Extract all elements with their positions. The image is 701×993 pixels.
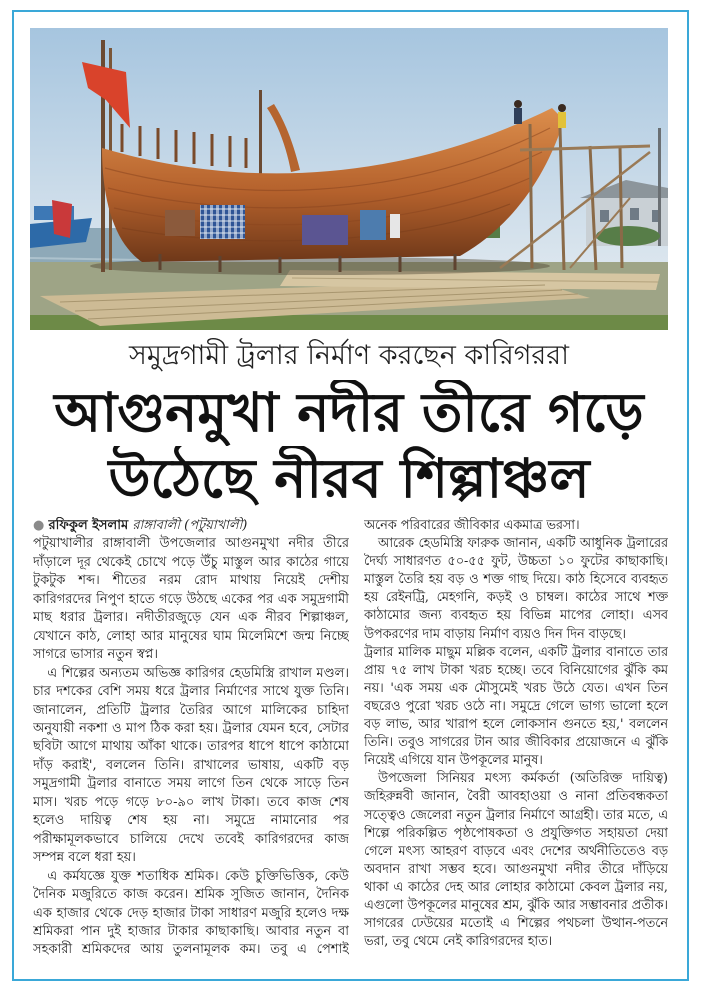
red-cloth <box>52 200 72 238</box>
article-paragraph: আরেক হেডমিস্ত্রি ফারুক জানান, একটি আধুনিক ট্রলারের দৈর্ঘ্য সাধারণত ৫০-৫৫ ফুট, উচ্চতা ১০ ফুটের কাছাকাছি। মাস্তুল তৈরি হয় বড় ও শক্ত গাছ দিয়ে। কাঠ হিসেবে ব্যবহৃত হয় রেইনট্রি, মেহগনি, কড়ই ও চাম্বল। কাঠের সাথে শক্ত কাঠামোর জন্য ব্যবহৃত হয় বিভিন্ন মাপের লোহা। এসব উপকরণের দাম বাড়ায় নির্মাণ ব্যয়ও দিন দিন বাড়ছে। <box>364 536 668 642</box>
sub-headline: সমুদ্রগামী ট্রলার নির্মাণ করছেন কারিগররা <box>129 340 569 371</box>
brown-cloth <box>165 210 195 236</box>
article-paragraph: উপজেলা সিনিয়র মৎস্য কর্মকর্তা (অতিরিক্ত দায়িত্ব) জহিরুন্নবী জানান, বৈরী আবহাওয়া ও নানা প্রতিবন্ধকতা সত্ত্বেও জেলেরা নতুন ট্রলার নির্মাণে আগ্রহী। তার মতে, এ শিল্পে পরিকল্পিত পৃষ্ঠপোষকতা ও প্রযুক্তিগত সহায়তা দেয়া গেলে মৎস্য আহরণ বাড়বে এবং দেশের অর্থনীতিতেও বড় অবদান রাখা সম্ভব হবে। আগুনমুখা নদীর তীরে দাঁড়িয়ে থাকা এ কাঠের দেহ আর লোহার কাঠামো কেবল ট্রলার নয়, এগুলো উপকূলের মানুষের শ্রম, ঝুঁকি আর সম্ভাবনার প্রতীক। সাগরের ঢেউয়ের মতোই এ শিল্পের পথচলা উত্থান-পতনে ভরা, তবু থেমে নেই কারিগরদের হাত। <box>364 771 668 950</box>
scaffold-pole <box>530 124 532 268</box>
worker-head <box>514 100 522 108</box>
article-paragraph: এ কর্মযজ্ঞে যুক্ত শতাধিক শ্রমিক। কেউ চুক্তিভিত্তিক, কেউ দৈনিক মজুরিতে কাজ করেন। শ্রমিক সুজিত জানান, দৈনিক এক হাজার থেকে দেড় হাজার টাকা সাধারণ মজুরি হলেও দক্ষ শ্রমিকরা পান দুই হাজার টাকার কাছাকাছি। আবার নতুন বা সহকারী শ্রমিকদের আয় তুলনামূলক কম। তবু এ পেশাই <box>33 868 349 958</box>
worker-body <box>558 112 566 128</box>
checked-cloth <box>200 205 245 239</box>
building-window <box>630 208 639 220</box>
byline-bullet: ● <box>33 518 45 533</box>
headline-line-2: উঠেছে নীরব শিল্পাঞ্চল <box>108 447 590 510</box>
byline <box>33 517 349 535</box>
article-column-right <box>364 517 668 967</box>
violet-cloth <box>302 215 348 245</box>
worker-body <box>514 108 522 124</box>
building-window <box>600 210 609 222</box>
article-paragraph: ট্রলার মালিক মাছুম মল্লিক বলেন, একটি ট্রলার বানাতে তার প্রায় ৭৫ লাখ টাকা খরচ হচ্ছে। তবে বিনিয়োগের ঝুঁকি কম নয়। 'এক সময় এক মৌসুমেই খরচ উঠে যেত। এখন তিন বছরেও পুরো খরচ ওঠে না। সমুদ্রে গেলে ভাগ্য ভালো হলে বড় লাভ, আর খারাপ হলে লোকসান গুনতে হয়,' বললেন তিনি। তবুও সাগরের টান আর জীবিকার প্রয়োজনে এ ঝুঁকি নিয়েই এগিয়ে যান উপকূলের মানুষ। <box>364 644 668 769</box>
mast-pole <box>259 90 262 182</box>
byline-location: রাঙ্গাবালী (পটুয়াখালী) <box>132 518 248 533</box>
article-paragraph: এ শিল্পের অন্যতম অভিজ্ঞ কারিগর হেডমিস্ত্রি রাখাল মণ্ডল। চার দশকের বেশি সময় ধরে ট্রলার নির্মাণের সাথে যুক্ত তিনি। জানালেন, প্রতিটি ট্রলার তৈরির আগে মালিকের চাহিদা অনুযায়ী নকশা ও মাপ ঠিক করা হয়। ট্রলার যেমন হবে, সেটার ছবিটা আগে মাথায় আঁকা থাকে। তারপর ধাপে ধাপে কাঠামো দাঁড় করাই', বললেন তিনি। রাখালের ভাষায়, একটি বড় সমুদ্রগামী ট্রলার বানাতে সময় লাগে তিন থেকে সাড়ে তিন মাস। খরচ পড়ে গড়ে ৮০-৯০ লাখ টাকা। তবে কাজ শেষ হলেও দায়িত্ব শেষ হয় না। সমুদ্রে নামানোর পর পরীক্ষামূলকভাবে চালিয়ে দেখে তবেই কারিগরদের কাজ সম্পন্ন বলে ধরা হয়। <box>33 665 349 866</box>
article-paragraph: পটুয়াখালীর রাঙ্গাবালী উপজেলার আগুনমুখা নদীর তীরে দাঁড়ালে দূর থেকেই চোখে পড়ে উঁচু মাস্তুল আর কাঠের গায়ে টুকটুক শব্দ। শীতের নরম রোদ মাথায় নিয়েই দেশীয় কারিগরদের নিপুণ হাতে গড়ে উঠছে একের পর এক সমুদ্রগামী মাছ ধরার ট্রলার। নদীতীরজুড়ে যেন এক নীরব শিল্পাঞ্চল, যেখানে কাঠ, লোহা আর মানুষের ঘাম মিলেমিশে জন্ম নিচ্ছে সাগরে ভাসার নতুন স্বপ্ন। <box>33 536 349 663</box>
news-photo <box>30 28 668 330</box>
tree <box>596 226 660 246</box>
article-column-left <box>33 517 349 967</box>
worker-head <box>558 104 566 112</box>
utility-pole <box>658 128 661 246</box>
white-cloth <box>390 214 400 238</box>
headline-line-1: আগুনমুখা নদীর তীরে গড়ে <box>54 381 644 444</box>
patterned-cloth <box>360 210 386 240</box>
byline-author: রফিকুল ইসলাম <box>48 518 129 533</box>
article-paragraph: অনেক পরিবারের জীবিকার একমাত্র ভরসা। <box>364 518 580 533</box>
